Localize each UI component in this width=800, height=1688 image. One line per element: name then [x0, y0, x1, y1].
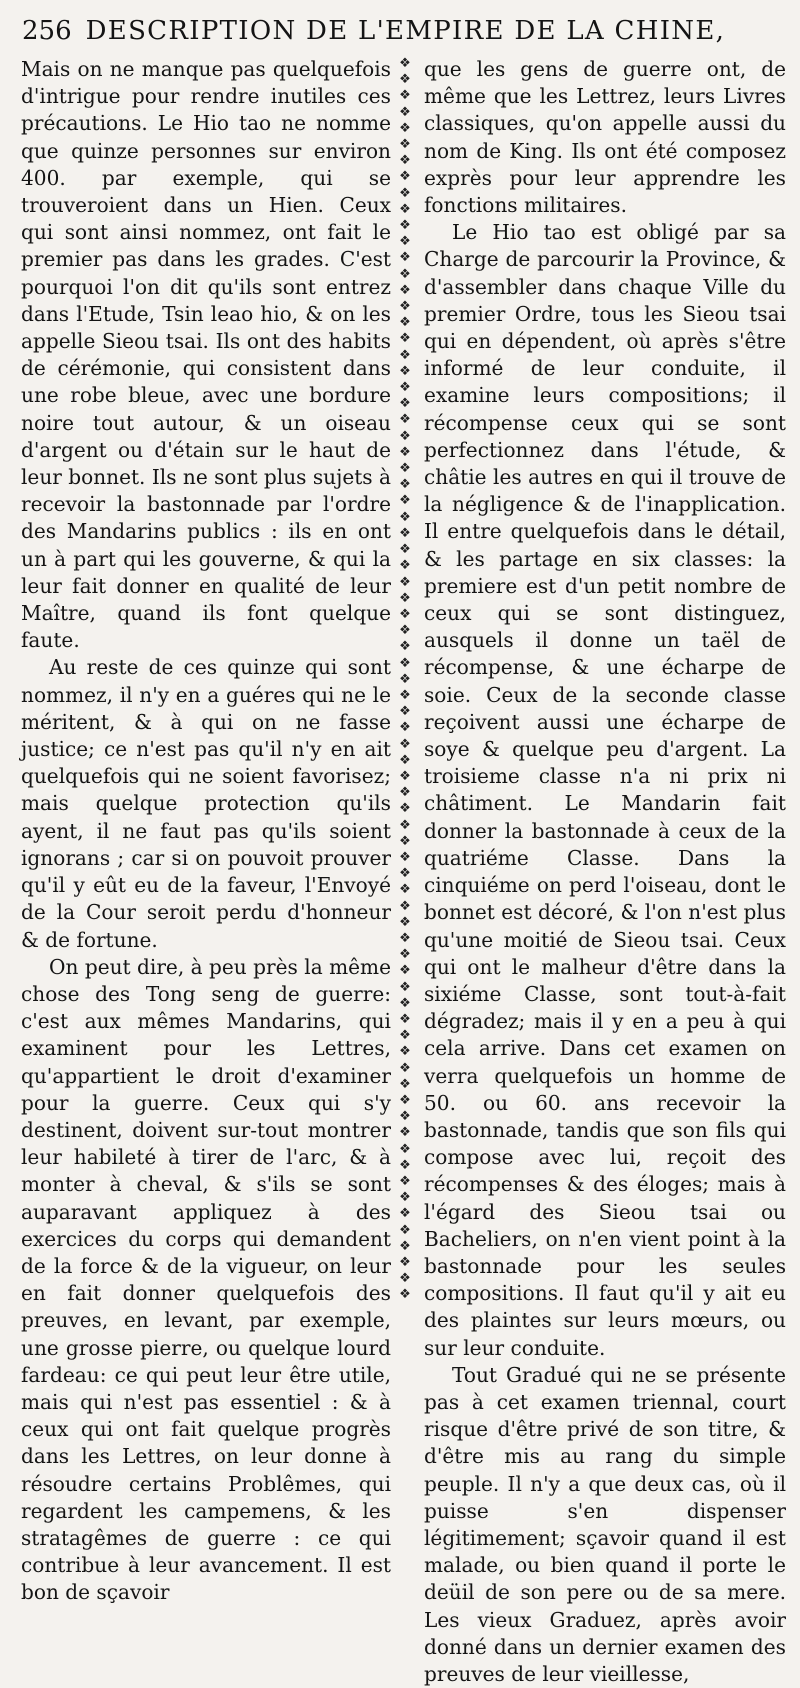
paragraph: Le Hio tao est obligé par sa Charge de parcourir la Province, & d'assembler dans chaque Ville du premier Ordre, tous les Sieou tsai qui en dépendent, où après s'être informé de leur conduite, il examine leurs compositions; il récompense ceux qui se sont perfectionnez dans l'étude, & châtie les autres en qui il trouve de la négligence & de l'inapplication. Il entre quelquefois dans le détail, & les partage en six classes: la premiere est d'un petit nombre de ceux qui se sont distinguez, ausquels il donne un taël de récompense, & une écharpe de soie. Ceux de la seconde classe reçoivent aussi une écharpe de soye & quelque peu d'argent. La troisieme classe n'a ni prix ni châtiment. Le Mandarin fait donner la bastonnade à ceux de la quatriéme Classe. Dans la cinquiéme on perd l'oiseau, dont le bonnet est décoré, & l'on n'est plus qu'une moitié de Sieou tsai. Ceux qui ont le malheur d'être dans la sixiéme Classe, sont tout-à-fait dégradez; mais il y en a peu à qui cela arrive. Dans cet examen on verra quelquefois un homme de 50. ou 60. ans recevoir la bastonnade, tandis que son fils qui compose avec lui, reçoit des récompenses & des éloges; mais à l'égard des Sieou tsai ou Bacheliers, on n'en vient point à la bastonnade pour les seules compositions. Il faut qu'il y ait eu des plaintes sur leurs mœurs, ou sur leur conduite.: [424, 220, 786, 1360]
page-number: 256: [22, 16, 72, 46]
running-title: DESCRIPTION DE L'EMPIRE DE LA CHINE,: [85, 16, 726, 46]
left-column: [21, 56, 391, 1607]
right-column: [424, 56, 786, 1688]
page-header: [22, 16, 788, 56]
paragraph: Au reste de ces quinze qui sont nommez, il n'y en a guéres qui ne le méritent, & à qui on ne fasse justice; ce n'est pas qu'il n'y en ait quelquefois qui ne soient favorisez; mais quelque protection qu'ils ayent, il ne faut pas qu'ils soient ignorans ; car si on pouvoit prouver qu'il y eût eu de la faveur, l'Envoyé de la Cour seroit perdu d'honneur & de fortune.: [21, 655, 391, 952]
paragraph: que les gens de guerre ont, de même que les Lettrez, leurs Livres classiques, qu'on appelle aussi du nom de King. Ils ont été composez exprès pour leur apprendre les fonctions militaires.: [424, 57, 786, 218]
paragraph: Mais on ne manque pas quelquefois d'intrigue pour rendre inutiles ces précautions. Le Hio tao ne nomme que quinze personnes sur environ 400. par exemple, qui se trouveroient dans un Hien. Ceux qui sont ainsi nommez, ont fait le premier pas dans les grades. C'est pourquoi l'on dit qu'ils sont entrez dans l'Etude, Tsin leao hio, & on les appelle Sieou tsai. Ils ont des habits de cérémonie, qui consistent dans une robe bleue, avec une bordure noire tout autour, & un oiseau d'argent ou d'étain sur le haut de leur bonnet. Ils ne sont plus sujets à recevoir la bastonnade par l'ordre des Mandarins publics : ils en ont un à part qui les gouverne, & qui la leur fait donner en qualité de leur Maître, quand ils font quelque faute.: [21, 57, 391, 653]
paragraph: Tout Gradué qui ne se présente pas à cet examen triennal, court risque d'être privé de son titre, & d'être mis au rang du simple peuple. Il n'y a que deux cas, où il puisse s'en dispenser légitimement; sçavoir quand il est malade, ou bien quand il porte le deüil de son pere ou de sa mere. Les vieux Graduez, après avoir donné dans un dernier examen des preuves de leur vieillesse,: [424, 1362, 786, 1686]
ornament-column-divider: ❖ ❖ ❖ ❖ ❖ ❖ ❖ ❖ ❖ ❖ ❖ ❖ ❖ ❖ ❖ ❖ ❖ ❖ ❖ ❖ ❖ ❖ ❖ ❖ ❖ ❖ ❖ ❖ ❖ ❖ ❖ ❖ ❖ ❖ ❖ ❖ ❖ ❖ ❖ ❖ ❖ ❖ ❖ ❖ ❖ ❖ ❖ ❖ ❖ ❖ ❖ ❖ ❖ ❖ ❖ ❖ ❖ ❖ ❖ ❖ ❖ ❖ ❖ ❖ ❖ ❖ ❖ ❖ ❖ ❖ ❖ ❖ ❖ ❖ ❖ ❖ ❖: [399, 56, 411, 1303]
paragraph: On peut dire, à peu près la même chose des Tong seng de guerre: c'est aux mêmes Mandarins, qui examinent pour les Lettres, qu'appartient le droit d'examiner pour la guerre. Ceux qui s'y destinent, doivent sur-tout montrer leur habileté à tirer de l'arc, & à monter à cheval, & s'ils se sont auparavant appliquez à des exercices du corps qui demandent de la force & de la vigueur, on leur en fait donner quelquefois des preuves, en levant, par exemple, une grosse pierre, ou quelque lourd fardeau: ce qui peut leur être utile, mais qui n'est pas essentiel : & à ceux qui ont fait quelque progrès dans les Lettres, on leur donne à résoudre certains Problêmes, qui regardent les campemens, & les stratagêmes de guerre : ce qui contribue à leur avancement. Il est bon de sçavoir: [21, 954, 391, 1605]
